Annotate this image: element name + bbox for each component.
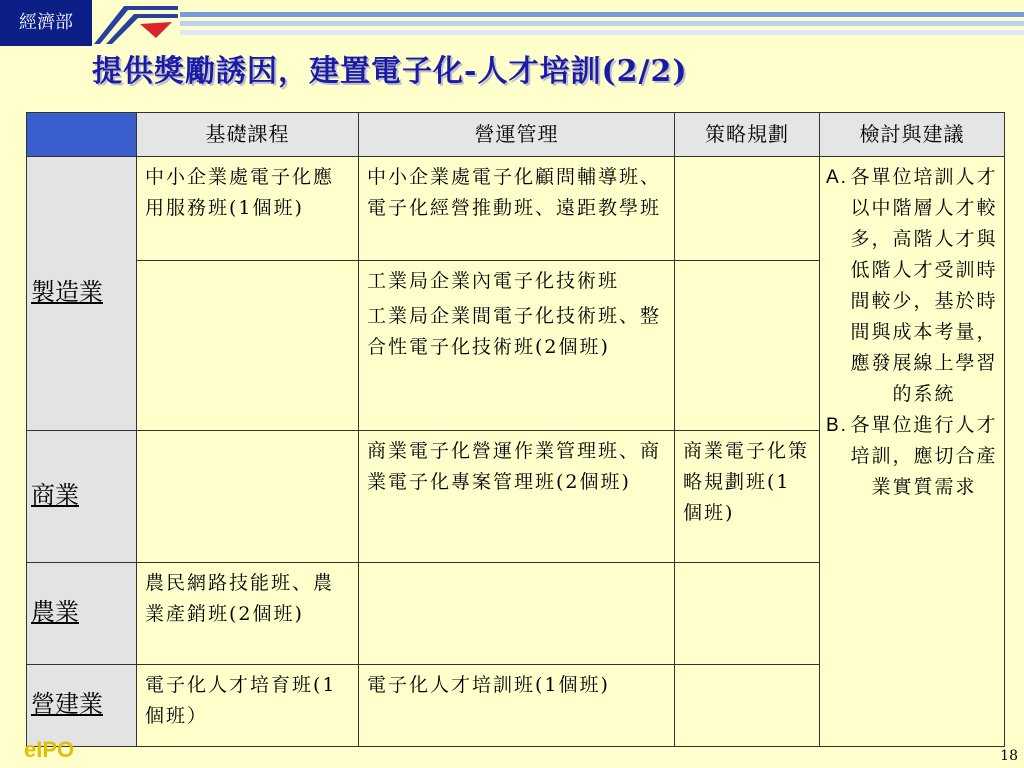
operation-cell: 商業電子化營運作業管理班、商業電子化專案管理班(2個班) [359,431,675,563]
industry-label: 營建業 [31,690,103,718]
industry-manufacturing [27,157,137,431]
basic-course-cell [137,261,359,431]
table-row [27,157,1005,261]
review-note-a: A. 各單位培訓人才以中階層人才較多，高階人才與低階人才受訓時間較少，基於時間與成本考量，應發展線上學習的系統 [826,166,998,405]
training-table [26,112,1005,747]
page-title: 提供獎勵誘因，建置電子化-人才培訓(2/2) [92,54,688,89]
page-number: 18 [1000,748,1018,764]
industry-construction [27,665,137,747]
header-corner-cell [27,113,137,157]
basic-course-cell: 農民網路技能班、農業產銷班(2個班) [137,563,359,665]
header-basic-courses: 基礎課程 [137,113,359,157]
header-stripes [180,12,1024,40]
industry-label: 製造業 [31,278,103,306]
header-operation-management: 營運管理 [359,113,675,157]
table-header-row [27,113,1005,157]
basic-course-cell: 電子化人才培育班(1個班） [137,665,359,747]
operation-cell [359,563,675,665]
strategy-cell: 商業電子化策略規劃班(1個班) [675,431,820,563]
header-review-suggestions: 檢討與建議 [820,113,1005,157]
strategy-cell [675,157,820,261]
industry-agriculture [27,563,137,665]
eipo-logo: eIPO [24,737,75,762]
basic-course-cell [137,431,359,563]
moea-logo-icon [94,4,178,44]
strategy-cell [675,563,820,665]
operation-cell: 電子化人才培訓班(1個班) [359,665,675,747]
basic-course-cell: 中小企業處電子化應用服務班(1個班) [137,157,359,261]
review-cell [820,157,1005,747]
ministry-badge: 經濟部 [0,0,92,46]
operation-cell: 工業局企業內電子化技術班 工業局企業間電子化技術班、整合性電子化技術班(2個班) [359,261,675,431]
industry-commerce [27,431,137,563]
strategy-cell [675,665,820,747]
strategy-cell [675,261,820,431]
header-strategic-planning: 策略規劃 [675,113,820,157]
industry-label: 商業 [31,481,79,509]
review-note-b: B. 各單位進行人才培訓，應切合產業實質需求 [826,414,998,498]
industry-label: 農業 [31,598,79,626]
operation-cell: 中小企業處電子化顧問輔導班、電子化經營推動班、遠距教學班 [359,157,675,261]
